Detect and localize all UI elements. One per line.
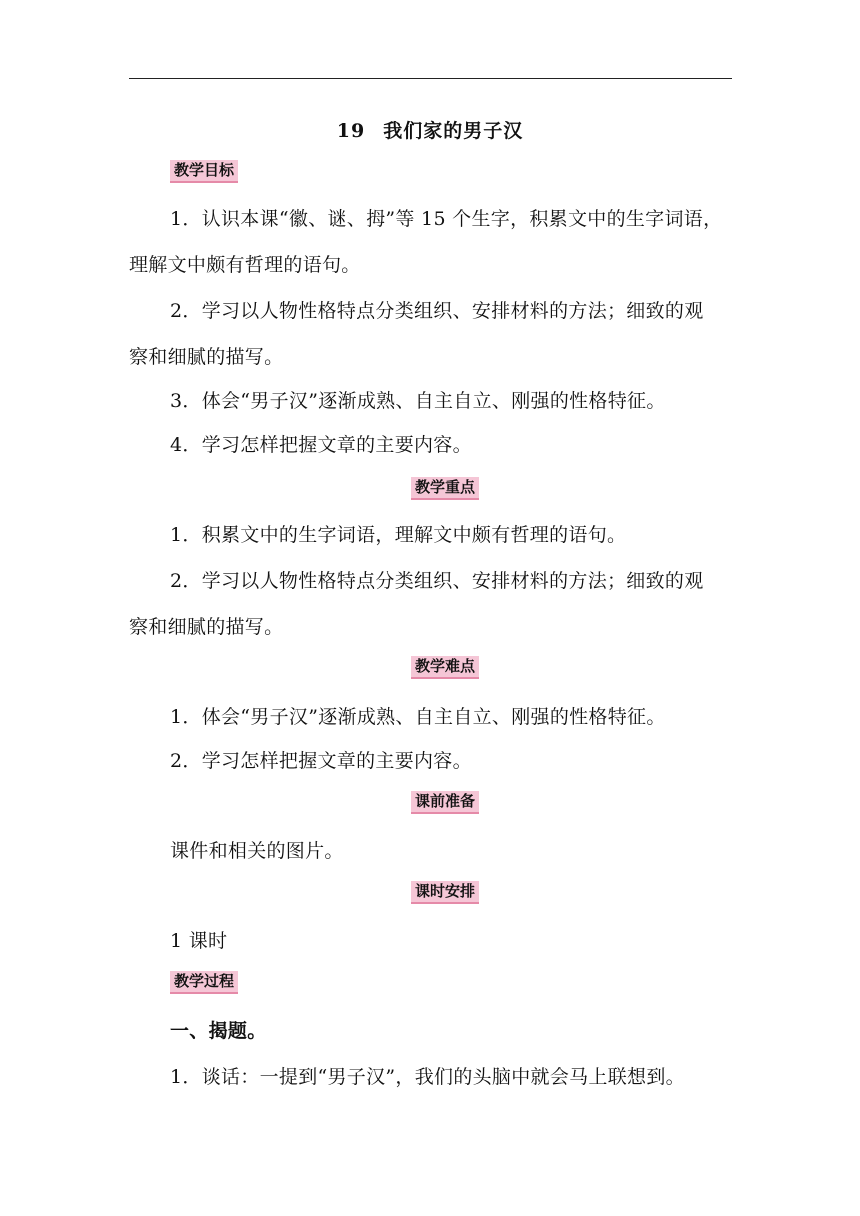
section-heading-preparation: 课前准备 (411, 791, 479, 814)
goal-4: 4．学习怎样把握文章的主要内容。 (170, 434, 472, 456)
focus-1: 1．积累文中的生字词语，理解文中颇有哲理的语句。 (170, 524, 627, 546)
section-heading-focus: 教学重点 (411, 477, 479, 500)
schedule-text: 1 课时 (170, 930, 228, 952)
lesson-number: 19 (336, 120, 366, 142)
goal-1-line2: 理解文中颇有哲理的语句。 (129, 254, 361, 276)
lesson-name: 我们家的男子汉 (383, 120, 524, 142)
header-rule (129, 78, 732, 79)
section-heading-process: 教学过程 (170, 971, 238, 994)
process-item-1: 1．谈话：一提到“男子汉”，我们的头脑中就会马上联想到。 (170, 1066, 685, 1088)
difficulty-2: 2．学习怎样把握文章的主要内容。 (170, 750, 472, 772)
goal-2-line1: 2．学习以人物性格特点分类组织、安排材料的方法；细致的观 (170, 300, 704, 322)
focus-2-line2: 察和细腻的描写。 (129, 616, 284, 638)
focus-2-line1: 2．学习以人物性格特点分类组织、安排材料的方法；细致的观 (170, 570, 704, 592)
section-heading-goals: 教学目标 (170, 160, 238, 183)
process-step-1: 一、揭题。 (170, 1020, 267, 1042)
difficulty-1: 1．体会“男子汉”逐渐成熟、自主自立、刚强的性格特征。 (170, 706, 666, 728)
goal-3: 3．体会“男子汉”逐渐成熟、自主自立、刚强的性格特征。 (170, 390, 666, 412)
section-heading-difficulty: 教学难点 (411, 656, 479, 679)
lesson-title (0, 116, 860, 143)
goal-2-line2: 察和细腻的描写。 (129, 346, 284, 368)
section-heading-schedule: 课时安排 (411, 881, 479, 904)
preparation-text: 课件和相关的图片。 (170, 840, 344, 862)
goal-1-line1: 1．认识本课“徽、谜、拇”等 15 个生字，积累文中的生字词语， (170, 208, 723, 230)
